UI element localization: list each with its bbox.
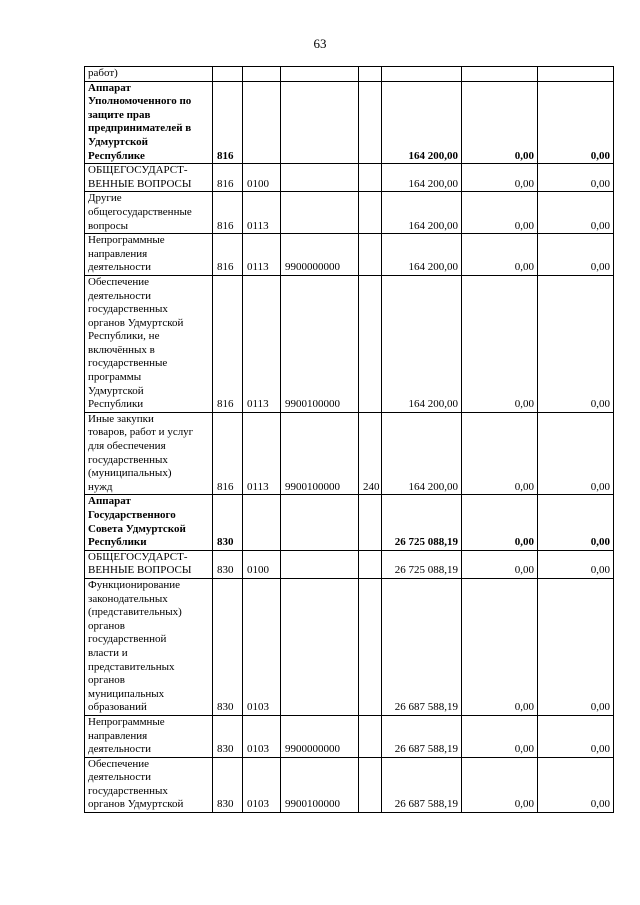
cell-grbs-code: 816 (213, 234, 243, 276)
cell-amount-1: 26 725 088,19 (382, 495, 462, 550)
cell-expense-type (359, 578, 382, 715)
cell-name: Аппарат Уполномоченного по защите прав предпринимателей в Удмуртской Республике (85, 81, 213, 164)
cell-section-code: 0103 (243, 578, 281, 715)
cell-amount-2: 0,00 (462, 578, 538, 715)
cell-expense-type (359, 81, 382, 164)
cell-amount-1: 164 200,00 (382, 81, 462, 164)
cell-amount-2: 0,00 (462, 757, 538, 812)
table-row (85, 550, 614, 578)
cell-target-article (281, 550, 359, 578)
cell-target-article: 9900100000 (281, 757, 359, 812)
cell-name: ОБЩЕГОСУДАРСТ- ВЕННЫЕ ВОПРОСЫ (85, 164, 213, 192)
cell-grbs-code: 816 (213, 164, 243, 192)
cell-grbs-code: 830 (213, 495, 243, 550)
cell-amount-2: 0,00 (462, 234, 538, 276)
cell-amount-2: 0,00 (462, 81, 538, 164)
cell-amount-2: 0,00 (462, 164, 538, 192)
cell-grbs-code: 830 (213, 715, 243, 757)
cell-amount-1: 164 200,00 (382, 164, 462, 192)
cell-expense-type (359, 715, 382, 757)
cell-grbs-code: 830 (213, 550, 243, 578)
cell-section-code (243, 67, 281, 82)
cell-name: Другие общегосударственные вопросы (85, 192, 213, 234)
cell-section-code (243, 495, 281, 550)
cell-amount-3: 0,00 (538, 275, 614, 412)
budget-table (84, 66, 614, 813)
cell-expense-type (359, 234, 382, 276)
cell-amount-3: 0,00 (538, 164, 614, 192)
cell-grbs-code: 830 (213, 757, 243, 812)
cell-section-code (243, 81, 281, 164)
cell-amount-3: 0,00 (538, 578, 614, 715)
cell-expense-type (359, 192, 382, 234)
table-body (85, 67, 614, 813)
cell-target-article: 9900000000 (281, 234, 359, 276)
cell-grbs-code: 816 (213, 275, 243, 412)
cell-section-code: 0103 (243, 757, 281, 812)
cell-amount-3: 0,00 (538, 412, 614, 495)
table-row (85, 757, 614, 812)
cell-target-article (281, 578, 359, 715)
cell-amount-2: 0,00 (462, 495, 538, 550)
cell-name: Иные закупки товаров, работ и услуг для обеспечения государственных (муниципальных) нужд (85, 412, 213, 495)
cell-section-code: 0113 (243, 275, 281, 412)
cell-section-code: 0113 (243, 234, 281, 276)
cell-target-article (281, 192, 359, 234)
cell-section-code: 0113 (243, 192, 281, 234)
cell-expense-type (359, 275, 382, 412)
table-row (85, 192, 614, 234)
cell-target-article: 9900100000 (281, 275, 359, 412)
cell-grbs-code (213, 67, 243, 82)
cell-target-article (281, 164, 359, 192)
cell-amount-3: 0,00 (538, 81, 614, 164)
cell-amount-1: 26 687 588,19 (382, 578, 462, 715)
cell-amount-1: 164 200,00 (382, 275, 462, 412)
cell-expense-type (359, 550, 382, 578)
table-row (85, 67, 614, 82)
table-row (85, 412, 614, 495)
cell-target-article: 9900100000 (281, 412, 359, 495)
table-row (85, 715, 614, 757)
cell-amount-1: 164 200,00 (382, 412, 462, 495)
cell-amount-1: 164 200,00 (382, 192, 462, 234)
cell-grbs-code: 816 (213, 412, 243, 495)
cell-amount-2: 0,00 (462, 412, 538, 495)
cell-amount-3: 0,00 (538, 550, 614, 578)
table-row (85, 234, 614, 276)
cell-section-code: 0100 (243, 164, 281, 192)
cell-amount-2: 0,00 (462, 275, 538, 412)
cell-amount-3 (538, 67, 614, 82)
table-row (85, 578, 614, 715)
table-row (85, 275, 614, 412)
cell-name: ОБЩЕГОСУДАРСТ- ВЕННЫЕ ВОПРОСЫ (85, 550, 213, 578)
cell-amount-2: 0,00 (462, 715, 538, 757)
cell-section-code: 0100 (243, 550, 281, 578)
cell-name: Непрограммные направления деятельности (85, 715, 213, 757)
table-row (85, 81, 614, 164)
cell-amount-1: 164 200,00 (382, 234, 462, 276)
cell-grbs-code: 830 (213, 578, 243, 715)
cell-grbs-code: 816 (213, 192, 243, 234)
cell-amount-2 (462, 67, 538, 82)
cell-section-code: 0103 (243, 715, 281, 757)
cell-target-article: 9900000000 (281, 715, 359, 757)
cell-name: Непрограммные направления деятельности (85, 234, 213, 276)
cell-amount-1: 26 725 088,19 (382, 550, 462, 578)
cell-name: Обеспечение деятельности государственных органов Удмуртской Республики, не включённых в государственные программы Удмуртской Республики (85, 275, 213, 412)
cell-amount-3: 0,00 (538, 192, 614, 234)
cell-target-article (281, 495, 359, 550)
cell-grbs-code: 816 (213, 81, 243, 164)
page-number: 63 (313, 36, 327, 51)
cell-expense-type (359, 495, 382, 550)
cell-amount-3: 0,00 (538, 757, 614, 812)
cell-expense-type (359, 67, 382, 82)
cell-amount-1: 26 687 588,19 (382, 757, 462, 812)
cell-amount-3: 0,00 (538, 234, 614, 276)
cell-expense-type (359, 757, 382, 812)
cell-amount-1: 26 687 588,19 (382, 715, 462, 757)
cell-name: работ) (85, 67, 213, 82)
cell-target-article (281, 67, 359, 82)
cell-name: Обеспечение деятельности государственных органов Удмуртской (85, 757, 213, 812)
cell-amount-2: 0,00 (462, 550, 538, 578)
cell-amount-3: 0,00 (538, 715, 614, 757)
cell-amount-1 (382, 67, 462, 82)
cell-section-code: 0113 (243, 412, 281, 495)
cell-name: Аппарат Государственного Совета Удмуртской Республики (85, 495, 213, 550)
cell-target-article (281, 81, 359, 164)
cell-expense-type: 240 (359, 412, 382, 495)
cell-expense-type (359, 164, 382, 192)
cell-amount-2: 0,00 (462, 192, 538, 234)
cell-name: Функционирование законодательных (представительных) органов государственной власти и представительных органов муниципальных образований (85, 578, 213, 715)
table-row (85, 164, 614, 192)
cell-amount-3: 0,00 (538, 495, 614, 550)
table-row (85, 495, 614, 550)
